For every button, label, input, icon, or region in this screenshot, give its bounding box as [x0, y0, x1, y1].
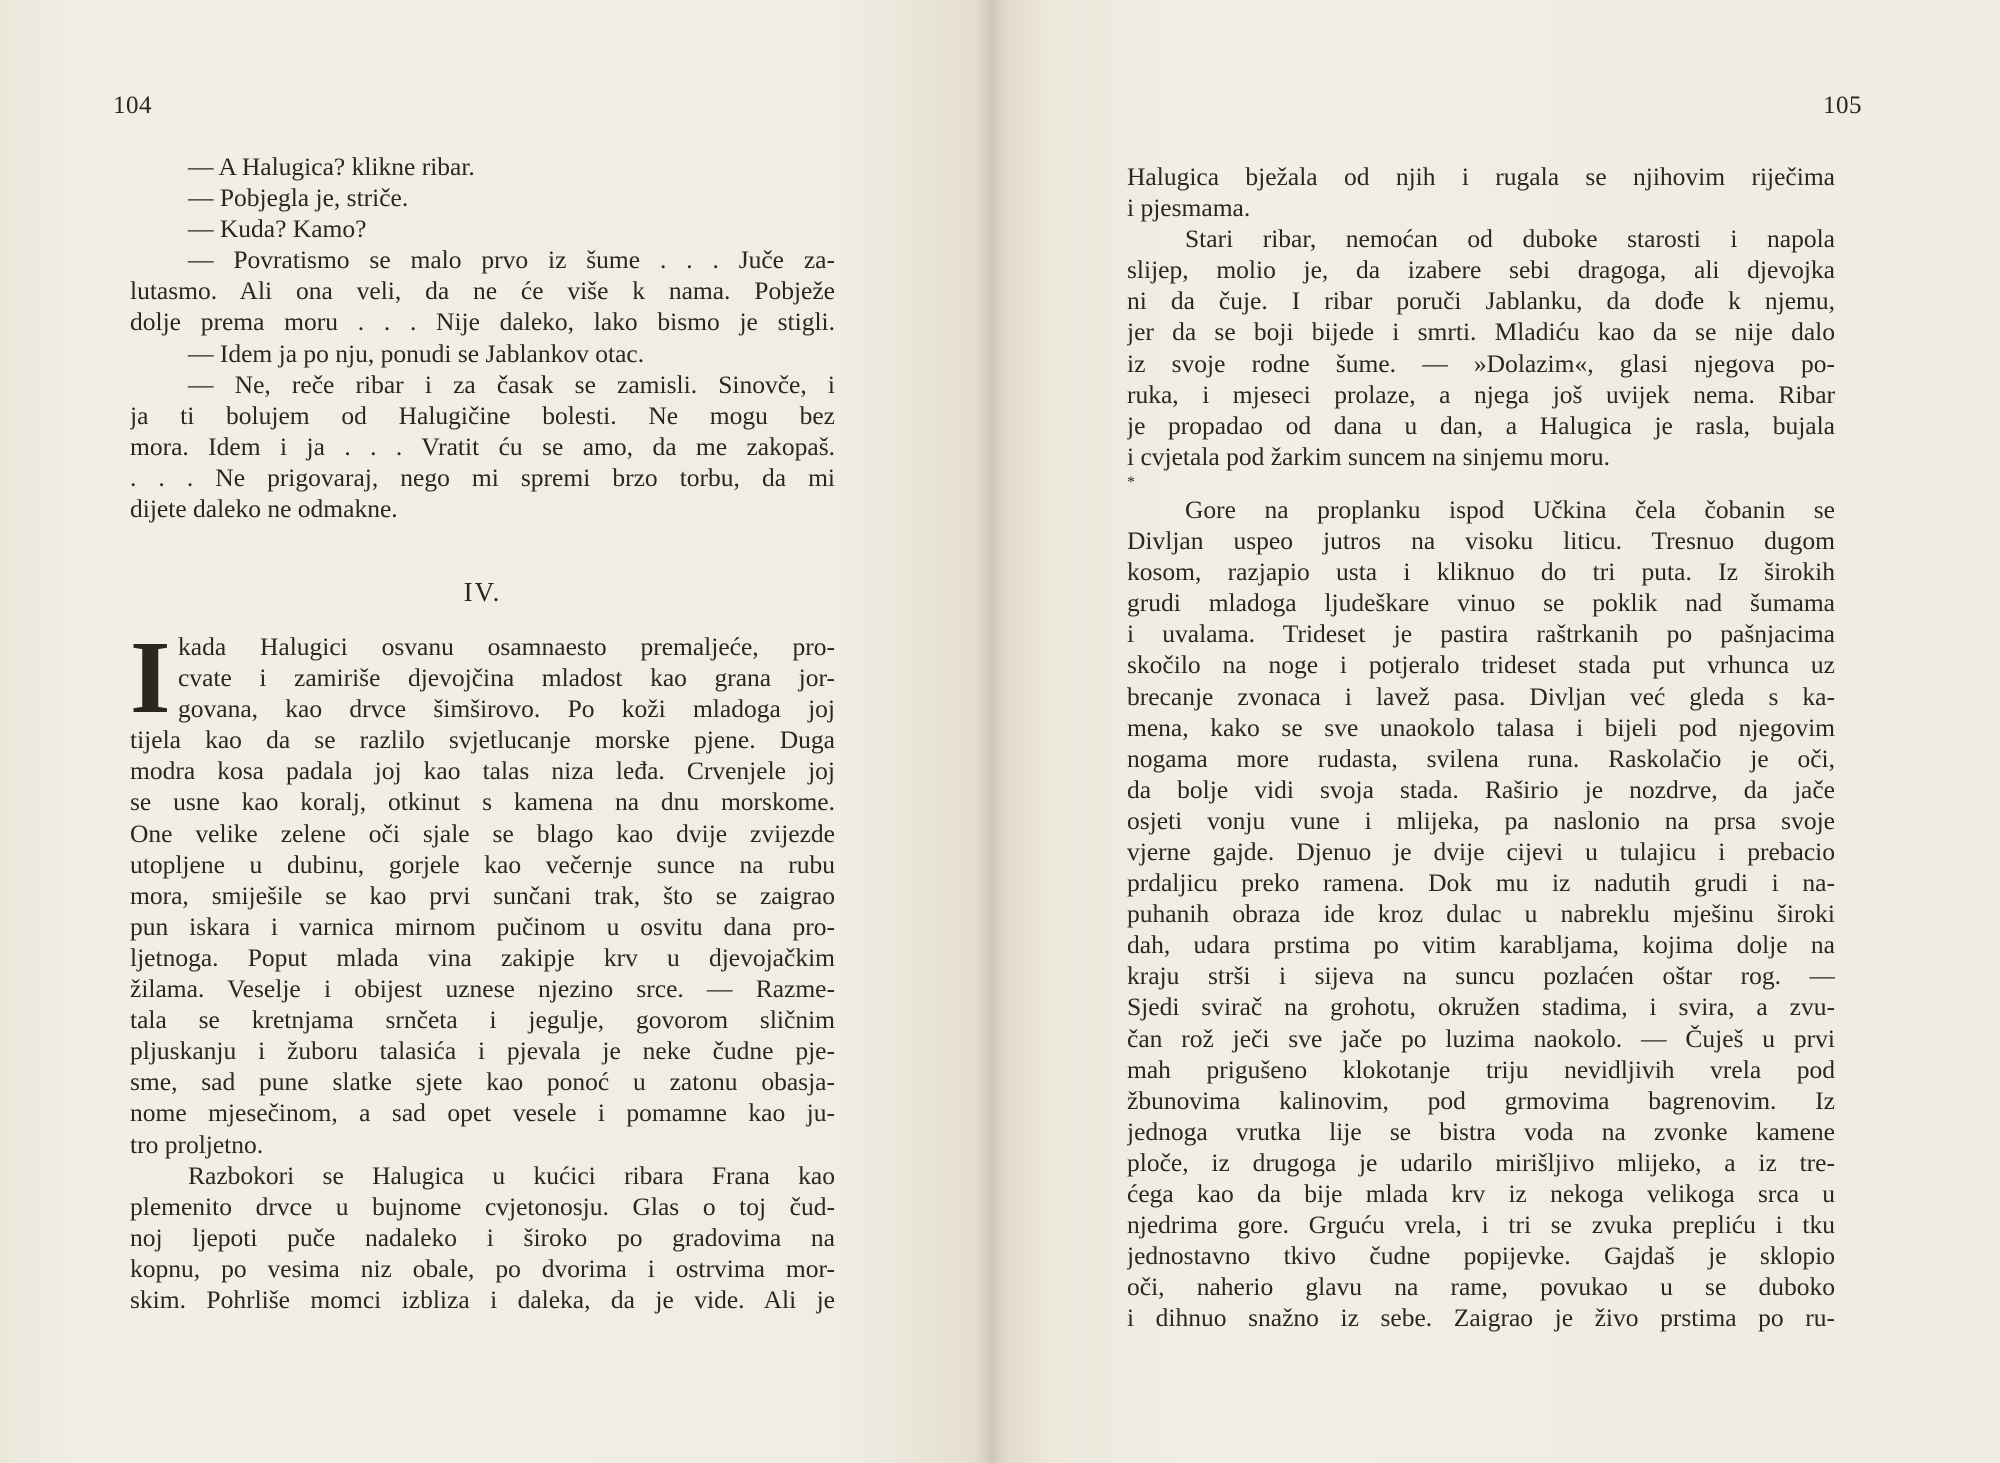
- text-line: i uvalama. Trideset je pastira raštrkanih po pašnjacima: [1127, 619, 1835, 649]
- text-line: noj ljepoti puče nadaleko i široko po gradovima na: [130, 1222, 835, 1252]
- text-line: grudi mladoga ljudeškare vinuo se poklik nad šumama: [1127, 588, 1835, 618]
- text-line: modra kosa padala joj kao talas niza leđa. Crvenjele joj: [130, 756, 835, 786]
- text-line: ja ti bolujem od Halugičine bolesti. Ne mogu bez: [130, 400, 835, 430]
- text-line: brecanje zvonaca i lavež pasa. Divljan već gleda s ka-: [1127, 681, 1835, 711]
- text-line: — Idem ja po nju, ponudi se Jablankov otac.: [188, 338, 645, 368]
- text-line: jednoga vrutka lije se bistra voda na zvonke kamene: [1127, 1116, 1835, 1146]
- text-line: oči, naherio glavu na rame, povukao u se duboko: [1127, 1272, 1835, 1302]
- text-line: lutasmo. Ali ona veli, da ne će više k nama. Pobježe: [130, 276, 835, 306]
- text-line: prdaljicu preko ramena. Dok mu iz nadutih grudi i na-: [1127, 868, 1835, 898]
- text-line: skim. Pohrliše momci izbliza i daleka, da je vide. Ali je: [130, 1284, 835, 1314]
- text-line: govana, kao drvce šimširovo. Po koži mladoga joj: [178, 694, 835, 724]
- page-number-right: 105: [1823, 92, 1862, 119]
- page-number-left: 104: [113, 92, 152, 119]
- dialog-block: [130, 151, 835, 524]
- text-line: puhanih obraza ide kroz dulac u nabreklu mješinu široki: [1127, 899, 1835, 929]
- text-line: pljuskanju i žuboru talasića i pjevala je neke čudne pje-: [130, 1036, 835, 1066]
- text-line: jednostavno tkivo čudne popijevke. Gajdaš je sklopio: [1127, 1241, 1835, 1271]
- text-line: ruka, i mjeseci prolaze, a njega još uvijek nema. Ribar: [1127, 379, 1835, 409]
- text-line: i pjesmama.: [1127, 193, 1251, 223]
- text-line: — Pobjegla je, striče.: [188, 183, 409, 213]
- text-line: ploče, iz drugoga je udarilo mirišljivo mlijeko, a iz tre-: [1127, 1147, 1835, 1177]
- text-line: ćega kao da bije mlada krv iz nekoga velikoga srca u: [1127, 1179, 1835, 1208]
- text-line: — Kuda? Kamo?: [188, 214, 367, 244]
- text-line: njedrima gore. Grguću vrela, i tri se zvuka prepliću i tku: [1127, 1210, 1835, 1240]
- text-line: mora. Idem i ja . . . Vratit ću se amo, da me zakopaš.: [130, 431, 835, 461]
- text-line: One velike zelene oči sjale se blago kao dvije zvijezde: [130, 818, 835, 848]
- chapter-heading: IV.: [463, 577, 502, 607]
- text-line: kosom, razjapio usta i kliknuo do tri puta. Iz širokih: [1127, 557, 1835, 587]
- text-line: utopljene u dubinu, gorjele kao večernje sunce na rubu: [130, 849, 835, 879]
- right-page: [990, 0, 2000, 1463]
- text-line: skočilo na noge i potjeralo trideset stada put vrhunca uz: [1127, 650, 1835, 680]
- text-line: plemenito drvce u bujnome cvjetonosju. Glas o toj čud-: [130, 1191, 835, 1221]
- text-line: je propadao od dana u dan, a Halugica je rasla, bujala: [1127, 410, 1835, 440]
- text-line: i cvjetala pod žarkim suncem na sinjemu moru.: [1127, 441, 1610, 471]
- text-line: sme, sad pune slatke sjete kao ponoć u zatonu obasja-: [130, 1067, 835, 1097]
- text-line: Halugica bježala od njih i rugala se njihovim riječima: [1127, 162, 1835, 191]
- text-line: kada Halugici osvanu osamnaesto premaljeće, pro-: [178, 632, 835, 661]
- text-line: mora, smiješile se kao prvi sunčani trak, što se zaigrao: [130, 880, 835, 910]
- text-line: žilama. Veselje i obijest uznese njezino srce. — Razme-: [130, 974, 835, 1004]
- text-line: . . . Ne prigovaraj, nego mi spremi brzo torbu, da mi: [130, 462, 835, 492]
- text-line: ni da čuje. I ribar poruči Jablanku, da dođe k njemu,: [1127, 286, 1835, 316]
- text-line: Divljan uspeo jutros na visoku liticu. Tresnuo dugom: [1127, 526, 1835, 556]
- text-line: kopnu, po vesima niz obale, po dvorima i ostrvima mor-: [130, 1253, 835, 1283]
- text-line: čan rož ječi sve jače po luzima naokolo. — Čuješ u prvi: [1127, 1023, 1835, 1053]
- left-page: [0, 0, 990, 1463]
- text-line: mena, kako se sve unaokolo talasa i bijeli pod njegovim: [1127, 712, 1835, 742]
- text-line: nome mjesečinom, a sad opet vesele i pomamne kao ju-: [130, 1098, 835, 1128]
- text-line: — Ne, reče ribar i za časak se zamisli. Sinovče, i: [188, 369, 835, 399]
- text-line: cvate i zamiriše djevojčina mladost kao grana jor-: [178, 663, 835, 693]
- right-page-body: [1127, 161, 1835, 1333]
- text-line: Sjedi svirač na grohotu, okružen stadima, i svira, a zvu-: [1127, 992, 1835, 1022]
- text-line: vjerne gajde. Djenuo je dvije cijevi u tulajicu i prebacio: [1127, 836, 1835, 866]
- text-line: dah, udara prstima po vitim karabljama, kojima dolje na: [1127, 930, 1835, 960]
- text-line: — Povratismo se malo prvo iz šume . . . Juče za-: [188, 245, 835, 275]
- text-line: nogama more rudasta, svilena runa. Raskolačio je oči,: [1127, 743, 1835, 773]
- text-line: tro proljetno.: [130, 1129, 264, 1159]
- text-line: slijep, molio je, da izabere sebi dragoga, ali djevojka: [1127, 255, 1835, 285]
- book-gutter: [975, 0, 1005, 1463]
- chapter-body: [130, 620, 835, 1315]
- section-divider: *: [1127, 473, 1135, 491]
- text-line: pun iskara i varnica mirnom pučinom u osvitu dana pro-: [130, 911, 835, 941]
- text-line: ljetnoga. Poput mlada vina zakipje krv u djevojačkim: [130, 942, 835, 972]
- text-line: se usne kao koralj, otkinut s kamena na dnu morskome.: [130, 787, 835, 817]
- text-line: iz svoje rodne šume. — »Dolazim«, glasi njegova po-: [1127, 348, 1835, 378]
- text-line: tijela kao da se razlilo svjetlucanje morske pjene. Duga: [130, 725, 835, 755]
- text-line: jer da se boji bijede i smrti. Mladiću kao da se nije dalo: [1127, 317, 1835, 347]
- text-line: kraju strši i sijeva na suncu pozlaćen oštar rog. —: [1127, 961, 1835, 991]
- text-line: osjeti vonju vune i mlijeka, pa naslonio na prsa svoje: [1127, 805, 1835, 835]
- text-line: tala se kretnjama srnčeta i jegulje, govorom sličnim: [130, 1005, 835, 1035]
- text-line: Stari ribar, nemoćan od duboke starosti i napola: [1185, 224, 1835, 254]
- drop-cap: I: [130, 620, 171, 735]
- text-line: Razbokori se Halugica u kućici ribara Frana kao: [188, 1160, 835, 1190]
- text-line: i dihnuo snažno iz sebe. Zaigrao je živo prstima po ru-: [1127, 1303, 1835, 1333]
- text-line: Gore na proplanku ispod Učkina čela čobanin se: [1185, 494, 1835, 524]
- text-line: mah prigušeno klokotanje triju nevidljivih vrela pod: [1127, 1054, 1835, 1084]
- text-line: da bolje vidi svoja stada. Raširio je nozdrve, da jače: [1127, 774, 1835, 804]
- text-line: žbunovima kalinovim, pod grmovima bagrenovim. Iz: [1127, 1085, 1835, 1115]
- text-line: dijete daleko ne odmakne.: [130, 494, 398, 524]
- text-line: dolje prema moru . . . Nije daleko, lako bismo je stigli.: [130, 307, 835, 337]
- text-line: — A Halugica? klikne ribar.: [188, 152, 475, 181]
